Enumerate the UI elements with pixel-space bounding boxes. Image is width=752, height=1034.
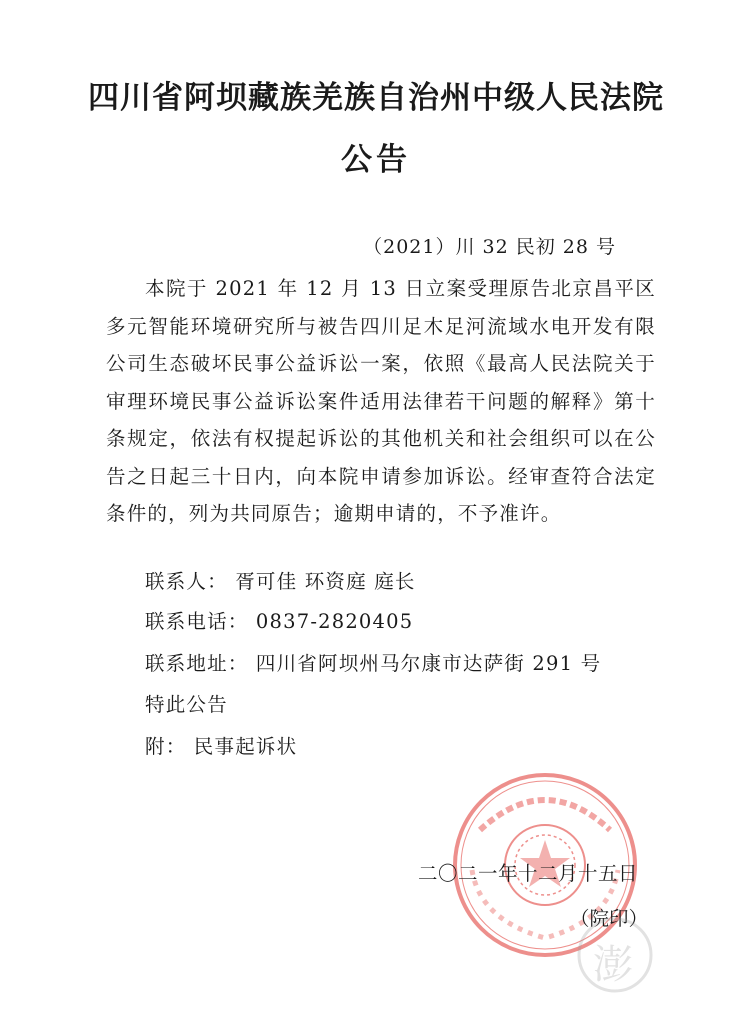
issue-date: 二〇二一年十二月十五日 — [418, 862, 639, 885]
attachment-line: 附： 民事起诉状 — [145, 735, 298, 758]
document-title: 公告 — [341, 142, 411, 178]
seal-caption: （院印） — [570, 907, 649, 930]
announcement-body: 本院于 2021 年 12 月 13 日立案受理原告北京昌平区多元智能环境研究所与被告四川足木足河流域水电开发有限公司生态破坏民事公益诉讼一案，依照《最高人民法院关于审理环境民事公益诉讼案件适用法律若干问题的解释》第十条规定，依法有权提起诉讼的其他机关和社会组织可以在公告之日起三十日内，向本院申请参加诉讼。经审查符合法定条件的，列为共同原告；逾期申请的，不予准许。 — [106, 277, 656, 525]
contact-address: 联系地址： 四川省阿坝州马尔康市达萨街 291 号 — [145, 652, 602, 675]
contact-phone: 联系电话： 0837-2820405 — [145, 610, 414, 633]
contact-person: 联系人： 胥可佳 环资庭 庭长 — [145, 570, 416, 593]
watermark-text: 澎 — [593, 942, 633, 988]
case-number: （2021）川 32 民初 28 号 — [363, 236, 616, 258]
court-name-heading: 四川省阿坝藏族羌族自治州中级人民法院 — [88, 80, 664, 116]
closing-statement: 特此公告 — [145, 693, 228, 716]
